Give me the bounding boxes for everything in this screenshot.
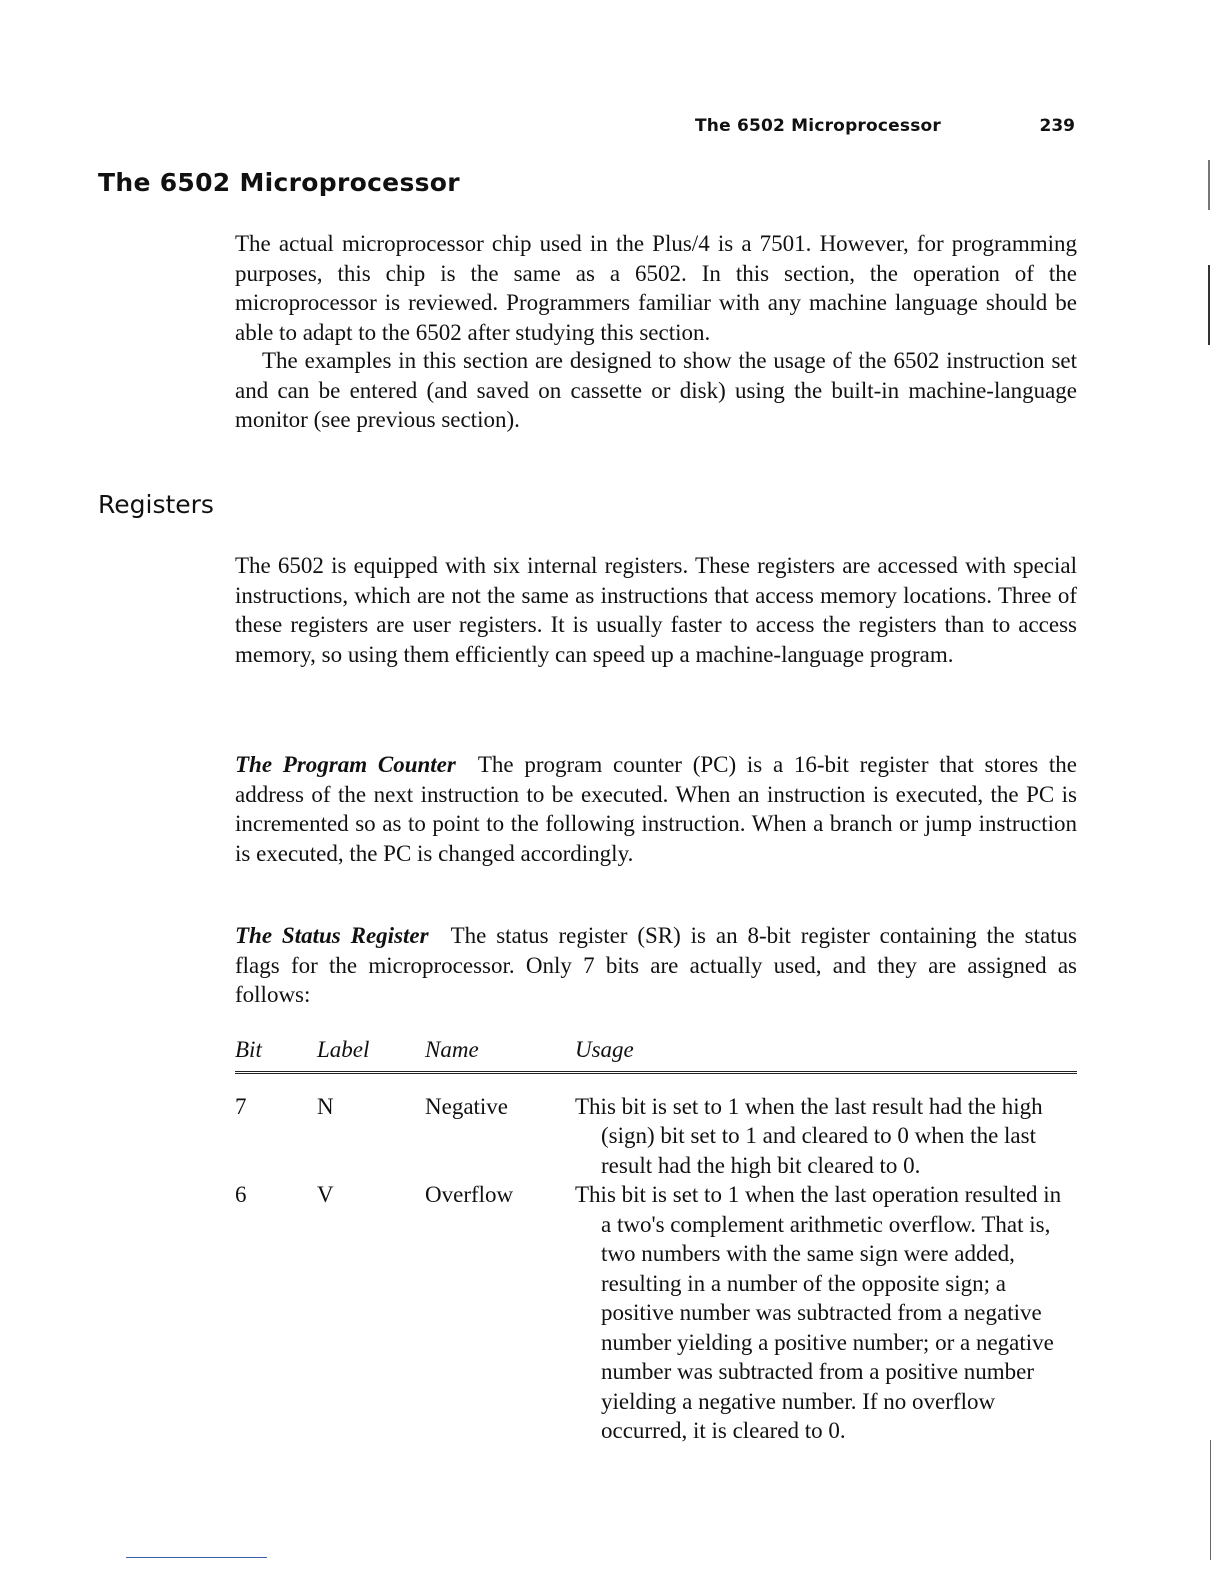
table-row (235, 1072, 1077, 1180)
program-counter-title: The Program Counter (235, 752, 456, 777)
scan-edge-mark (1208, 265, 1210, 345)
header-bit: Bit (235, 1035, 317, 1072)
row-label: N (317, 1093, 334, 1119)
scan-edge-mark (1208, 160, 1210, 210)
row-usage: This bit is set to 1 when the last result had the high (sign) bit set to 1 and cleared to 0 when the last result had the high bit cleared to 0. (575, 1093, 1043, 1178)
row-label: V (317, 1182, 334, 1207)
row-bit: 6 (235, 1182, 247, 1207)
chapter-title: The 6502 Microprocessor (98, 168, 460, 197)
scan-edge-mark (1210, 1440, 1211, 1560)
status-flags-table (235, 1035, 1077, 1446)
intro-paragraph-2: The examples in this section are designed to show the usage of the 6502 instruction set and can be entered (and saved on cassette or disk) using the built-in machine-language monitor (see previous section). (235, 348, 1077, 432)
row-bit: 7 (235, 1093, 247, 1119)
row-name: Overflow (425, 1182, 514, 1207)
table-header-row (235, 1035, 1077, 1072)
program-counter-paragraph (235, 750, 1077, 868)
running-head (695, 116, 1075, 142)
header-usage: Usage (575, 1035, 1077, 1072)
footer-rule (126, 1557, 267, 1558)
registers-heading: Registers (98, 490, 214, 519)
row-name: Negative (425, 1093, 509, 1119)
status-register-paragraph (235, 921, 1077, 1010)
running-head-title: The 6502 Microprocessor (695, 116, 942, 136)
status-register-title: The Status Register (235, 923, 429, 948)
row-usage: This bit is set to 1 when the last operation resulted in a two's complement arithmetic overflow. That is, two numbers with the same sign were added, resulting in a number of the opposite sign; a positive number was subtracted from a negative number yielding a positive number; or a negative number was subtracted from a positive number yielding a negative number. If no overflow occurred, it is cleared to 0. (575, 1182, 1062, 1443)
status-register-text: The status register (SR) is an 8-bit register containing the status flags for the microprocessor. Only 7 bits are actually used, and they are assigned as follows: (235, 923, 1077, 1007)
registers-paragraph: The 6502 is equipped with six internal registers. These registers are accessed with special instructions, which are not the same as instructions that access memory locations. Three of these registers are user registers. It is usually faster to access the registers than to access memory, so using them efficiently can speed up a machine-language program. (235, 553, 1077, 667)
intro-paragraph-1: The actual microprocessor chip used in the Plus/4 is a 7501. However, for programming purposes, this chip is the same as a 6502. In this section, the operation of the microprocessor is reviewed. Programmers familiar with any machine language should be able to adapt to the 6502 after studying this section. (235, 231, 1077, 345)
page-number: 239 (1039, 116, 1075, 136)
header-label: Label (317, 1035, 425, 1072)
table-row (235, 1180, 1077, 1446)
header-name: Name (425, 1035, 575, 1072)
program-counter-text: The program counter (PC) is a 16-bit register that stores the address of the next instruction to be executed. When an instruction is executed, the PC is incremented so as to point to the following instruction. When a branch or jump instruction is executed, the PC is changed accordingly. (235, 752, 1077, 866)
